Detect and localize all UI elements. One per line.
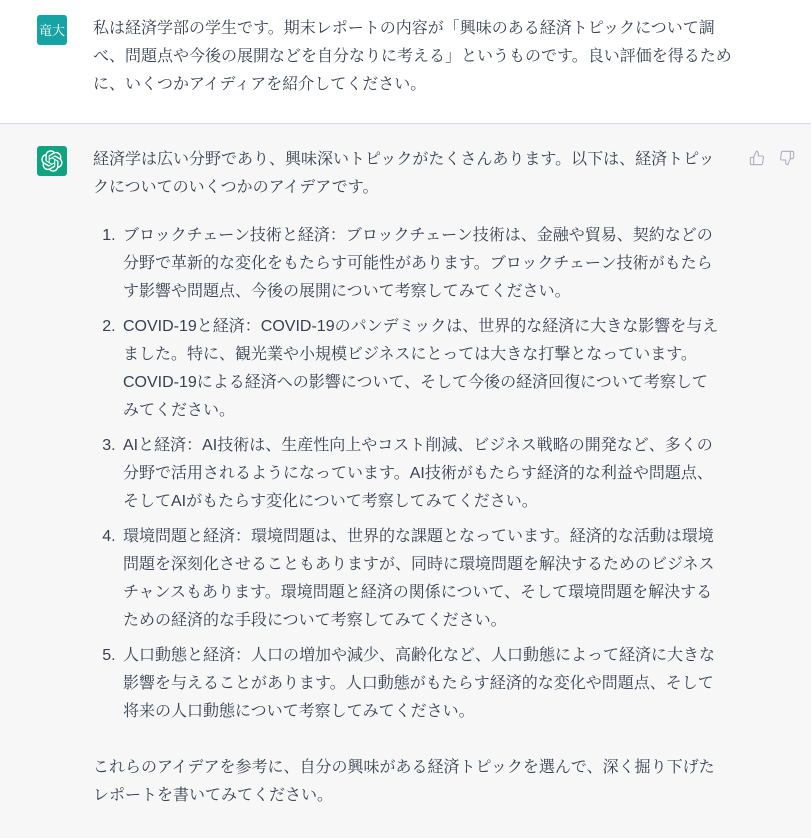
chatgpt-avatar xyxy=(37,146,67,176)
assistant-outro: これらのアイデアを参考に、自分の興味がある経済トピックを選んで、深く掘り下げたレポートを書いてみてください。 xyxy=(93,759,715,804)
assistant-message-row xyxy=(0,146,811,810)
user-avatar: 竜大 xyxy=(37,15,67,45)
list-item: 2. COVID-19と経済：COVID-19のパンデミックは、世界的な経済に大きな影響を与えました。特に、観光業や小規模ビジネスにとっては大きな打撃となっています。COVID-19による経済への影響について、そして今後の経済回復について考察してみてください。 xyxy=(120,313,723,425)
user-message-text: 私は経済学部の学生です。期末レポートの内容が「興味のある経済トピックについて調べ、問題点や今後の展開などを自分なりに考える」というものです。良い評価を得るために、いくつかアイディアを紹介してください。 xyxy=(93,20,732,93)
user-message xyxy=(0,0,811,123)
message-actions xyxy=(749,146,795,166)
list-item: 1. ブロックチェーン技術と経済：ブロックチェーン技術は、金融や貿易、契約などの分野で革新的な変化をもたらす可能性があります。ブロックチェーン技術がもたらす影響や問題点、今後の展開について考察してみてください。 xyxy=(120,222,723,306)
thumbs-down-icon xyxy=(779,150,795,166)
user-message-row xyxy=(0,15,811,99)
thumbs-up-button[interactable] xyxy=(749,150,765,166)
assistant-message xyxy=(0,123,811,838)
assistant-message-content xyxy=(93,146,723,810)
idea-list xyxy=(93,222,723,726)
assistant-intro: 経済学は広い分野であり、興味深いトピックがたくさんあります。以下は、経済トピックについてのいくつかのアイデアです。 xyxy=(93,151,715,196)
openai-logo-icon xyxy=(41,150,63,172)
thumbs-up-icon xyxy=(749,150,765,166)
list-item: 3. AIと経済：AI技術は、生産性向上やコスト削減、ビジネス戦略の開発など、多くの分野で活用されるようになっています。AI技術がもたらす経済的な利益や問題点、そしてAIがもたらす変化について考察してみてください。 xyxy=(120,432,723,516)
list-item: 4. 環境問題と経済：環境問題は、世界的な課題となっています。経済的な活動は環境問題を深刻化させることもありますが、同時に環境問題を解決するためのビジネスチャンスもあります。環境問題と経済の関係について、そして環境問題を解決するための経済的な手段について考察してみてください。 xyxy=(120,523,723,635)
list-item: 5. 人口動態と経済：人口の増加や減少、高齢化など、人口動態によって経済に大きな影響を与えることがあります。人口動態がもたらす経済的な変化や問題点、そして将来の人口動態について考察してみてください。 xyxy=(120,642,723,726)
thumbs-down-button[interactable] xyxy=(779,150,795,166)
